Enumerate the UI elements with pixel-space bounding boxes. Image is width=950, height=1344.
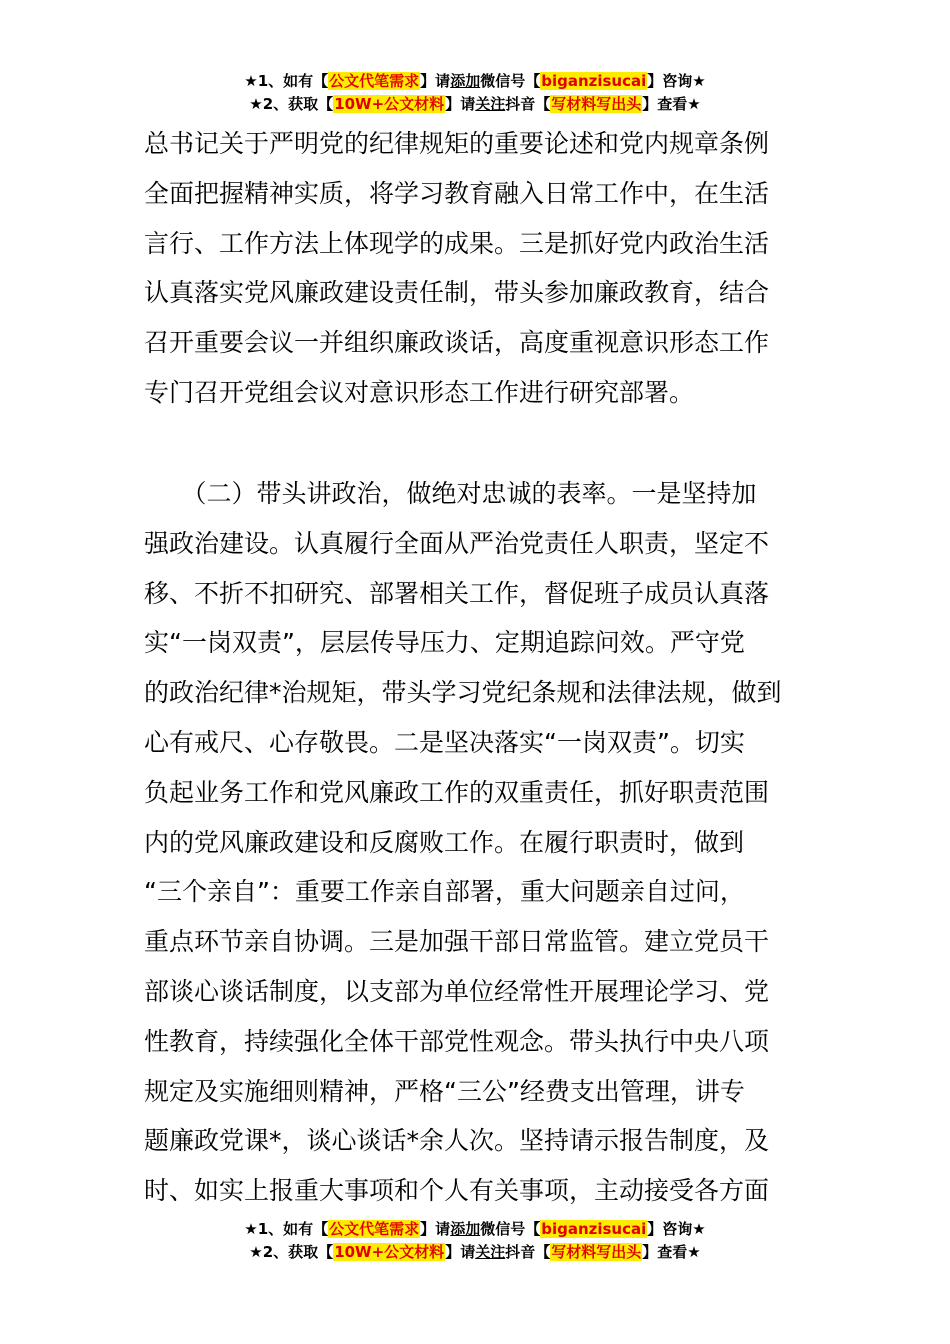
banner-underline-text: 关注 (475, 1243, 506, 1261)
text-line: 移、不折不扣研究、部署相关工作，督促班子成员认真落 (144, 578, 770, 608)
text-line: 认真落实党风廉政建设责任制，带头参加廉政教育，结合 (144, 278, 770, 308)
banner-text: 】请 (445, 1243, 476, 1261)
banner-text: 】请 (445, 95, 476, 113)
banner-line-2 (0, 93, 950, 116)
text-line: 部谈心谈话制度，以支部为单位经常性开展理论学习、党 (144, 976, 770, 1006)
banner-text: 抖音【 (505, 1243, 551, 1261)
text-line: （二）带头讲政治，做绝对忠诚的表率。一是坚持加 (144, 479, 757, 508)
banner-highlight: 公文代笔需求 (329, 72, 420, 90)
banner-text: ★2、获取【 (249, 1243, 334, 1261)
banner-text: 】咨询★ (647, 72, 706, 90)
banner-text: 抖音【 (505, 95, 551, 113)
banner-underline-text: 添加 (450, 1220, 481, 1238)
text-line: 题廉政党课*，谈心谈话*余人次。坚持请示报告制度，及 (144, 1126, 770, 1156)
banner-text: ★1、如有【 (244, 1220, 329, 1238)
banner-text: 】请 (420, 72, 451, 90)
header-banner (0, 70, 950, 116)
paragraph-1 (144, 119, 808, 418)
banner-text: 】查看★ (642, 95, 701, 113)
text-line: 召开重要会议一并组织廉政谈话，高度重视意识形态工作 (144, 328, 770, 358)
text-line: 的政治纪律*治规矩，带头学习党纪条规和法律法规，做到 (144, 678, 782, 708)
banner-text: 微信号【 (480, 1220, 541, 1238)
text-line: “三个亲自”：重要工作亲自部署，重大问题亲自过问， (144, 877, 745, 907)
footer-banner (0, 1218, 950, 1264)
text-line: 重点环节亲自协调。三是加强干部日常监管。建立党员干 (144, 927, 770, 957)
banner-line-1 (0, 70, 950, 93)
text-line: 规定及实施细则精神，严格“三公”经费支出管理，讲专 (144, 1076, 745, 1106)
banner-underline-text: 关注 (475, 95, 506, 113)
banner-text: ★2、获取【 (249, 95, 334, 113)
text-line: 言行、工作方法上体现学的成果。三是抓好党内政治生活 (144, 228, 770, 258)
text-line: 性教育，持续强化全体干部党性观念。带头执行中央八项 (144, 1026, 770, 1056)
text-line: 专门召开党组会议对意识形态工作进行研究部署。 (144, 377, 695, 407)
banner-text: 】咨询★ (647, 1220, 706, 1238)
text-line: 实“一岗双责”，层层传导压力、定期追踪问效。严守党 (144, 628, 745, 658)
text-line: 心有戒尺、心存敬畏。二是坚决落实“一岗双责”。切实 (144, 727, 745, 757)
paragraph-2 (144, 469, 808, 1216)
banner-line-1 (0, 1218, 950, 1241)
banner-underline-text: 添加 (450, 72, 481, 90)
text-line: 全面把握精神实质，将学习教育融入日常工作中，在生活 (144, 178, 770, 208)
text-line: 总书记关于严明党的纪律规矩的重要论述和党内规章条例 (144, 129, 770, 158)
banner-line-2 (0, 1241, 950, 1264)
banner-wechat-id: biganzisucai (541, 72, 647, 90)
banner-highlight: 10W+公文材料 (334, 95, 445, 113)
banner-douyin-id: 写材料写出头 (551, 95, 642, 113)
text-line: 时、如实上报重大事项和个人有关事项，主动接受各方面 (144, 1176, 770, 1206)
banner-douyin-id: 写材料写出头 (551, 1243, 642, 1261)
banner-text: 】查看★ (642, 1243, 701, 1261)
banner-text: 微信号【 (480, 72, 541, 90)
banner-text: ★1、如有【 (244, 72, 329, 90)
text-line: 强政治建设。认真履行全面从严治党责任人职责，坚定不 (144, 528, 770, 558)
banner-text: 】请 (420, 1220, 451, 1238)
banner-highlight: 10W+公文材料 (334, 1243, 445, 1261)
banner-highlight: 公文代笔需求 (329, 1220, 420, 1238)
text-line: 负起业务工作和党风廉政工作的双重责任，抓好职责范围 (144, 777, 770, 807)
text-line: 内的党风廉政建设和反腐败工作。在履行职责时，做到 (144, 827, 745, 857)
banner-wechat-id: biganzisucai (541, 1220, 647, 1238)
